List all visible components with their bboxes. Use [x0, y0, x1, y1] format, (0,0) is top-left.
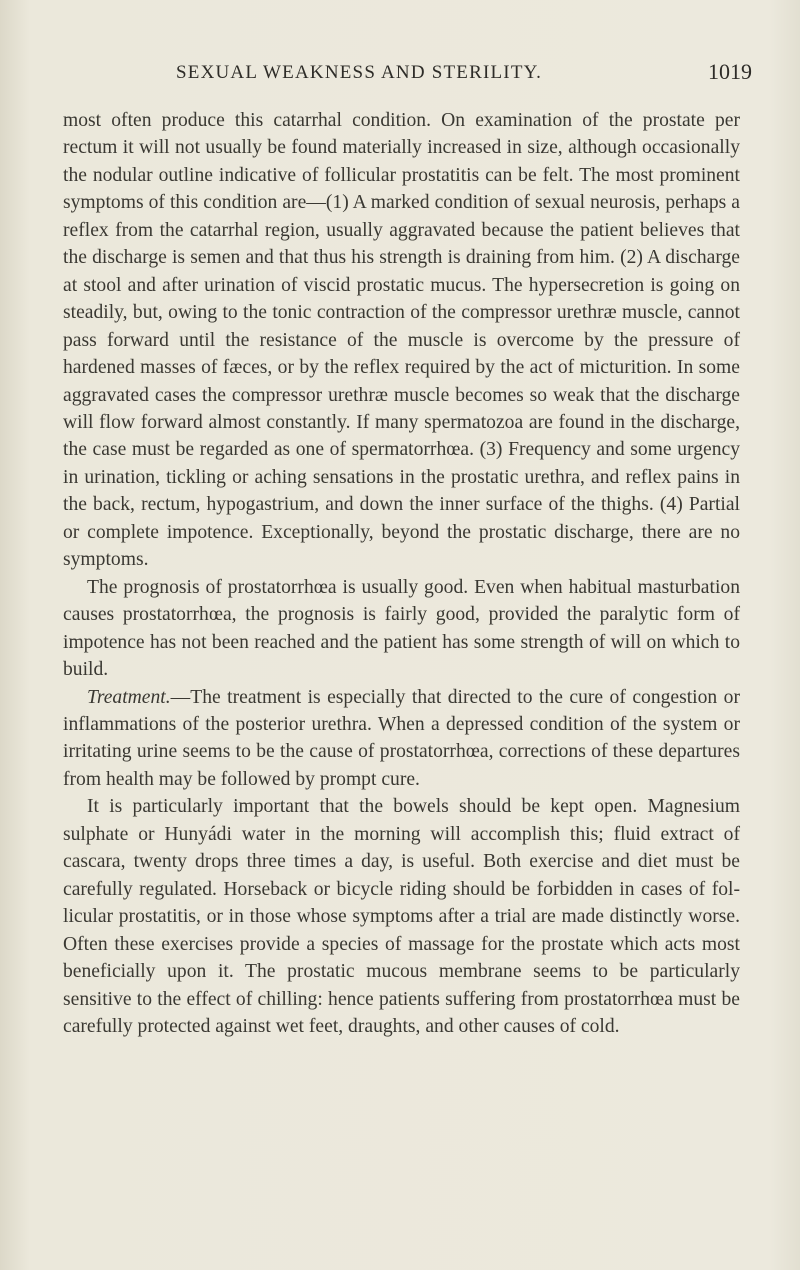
running-head: SEXUAL WEAKNESS AND STERILITY. [176, 62, 543, 83]
paragraph-bowels: It is particularly important that the bowels should be kept open. Magnesium sulphate or Hunyádi water in the morning will accomplish this; fluid extract of cascara, twenty drops three times a day, is useful. Both exercise and diet must be carefully regulated. Horseback or bicycle riding should be forbidden in cases of follicular prostatitis, or in those whose symptoms after a trial are made distinctly worse. Often these exercises provide a species of massage for the prostate which acts most beneficially upon it. The prostatic mucous membrane seems to be particularly sensitive to the effect of chilling: hence patients suffering from prostatorrhœa must be carefully protected against wet feet, draughts, and other causes of cold. [63, 796, 740, 1037]
page-number: 1019 [708, 59, 752, 84]
treatment-text: —The treatment is especially that directed to the cure of congestion or inflammations of the posterior urethra. When a depressed condition of the system or irritating urine seems to be the cause of prostatorrhœa, corrections of these departures from health may be followed by prompt cure. [63, 686, 740, 790]
treatment-heading: Treatment. [87, 686, 171, 708]
body-text [63, 107, 740, 1040]
paragraph-symptoms: most often produce this catarrhal condition. On examination of the prostate per rectum it will not usually be found materially increased in size, although occasionally the nodular outline indicative of follicular prostatitis can be felt. The most prominent symptoms of this condition are—(1) A marked condition of sexual neurosis, perhaps a reflex from the catarrhal region, usually aggravated because the patient believes that the discharge is semen and that thus his strength is draining from him. (2) A discharge at stool and after urination of viscid prostatic mucus. The hypersecretion is going on steadily, but, owing to the tonic contraction of the compressor urethræ muscle, cannot pass forward until the resistance of the muscle is overcome by the pressure of hardened masses of fæces, or by the reflex required by the act of micturition. In some aggravated cases the compressor urethræ muscle becomes so weak that the discharge will flow forward almost constantly. If many spermatozoa are found in the discharge, the case must be regarded as one of spermatorrhœa. (3) Frequency and some urgency in urination, tickling or aching sensations in the prostatic urethra, and reflex pains in the back, rectum, hypogastrium, and down the inner surface of the thighs. (4) Partial or complete impotence. Exceptionally, beyond the prostatic discharge, there are no symptoms. [63, 110, 740, 571]
paragraph-treatment [63, 684, 740, 794]
paragraph-prognosis: The prognosis of prostatorrhœa is usually good. Even when habitual masturbation causes prostatorrhœa, the prognosis is fairly good, provided the paralytic form of impotence has not been reached and the patient has some strength of will on which to build. [63, 576, 740, 681]
page-header [0, 59, 800, 96]
